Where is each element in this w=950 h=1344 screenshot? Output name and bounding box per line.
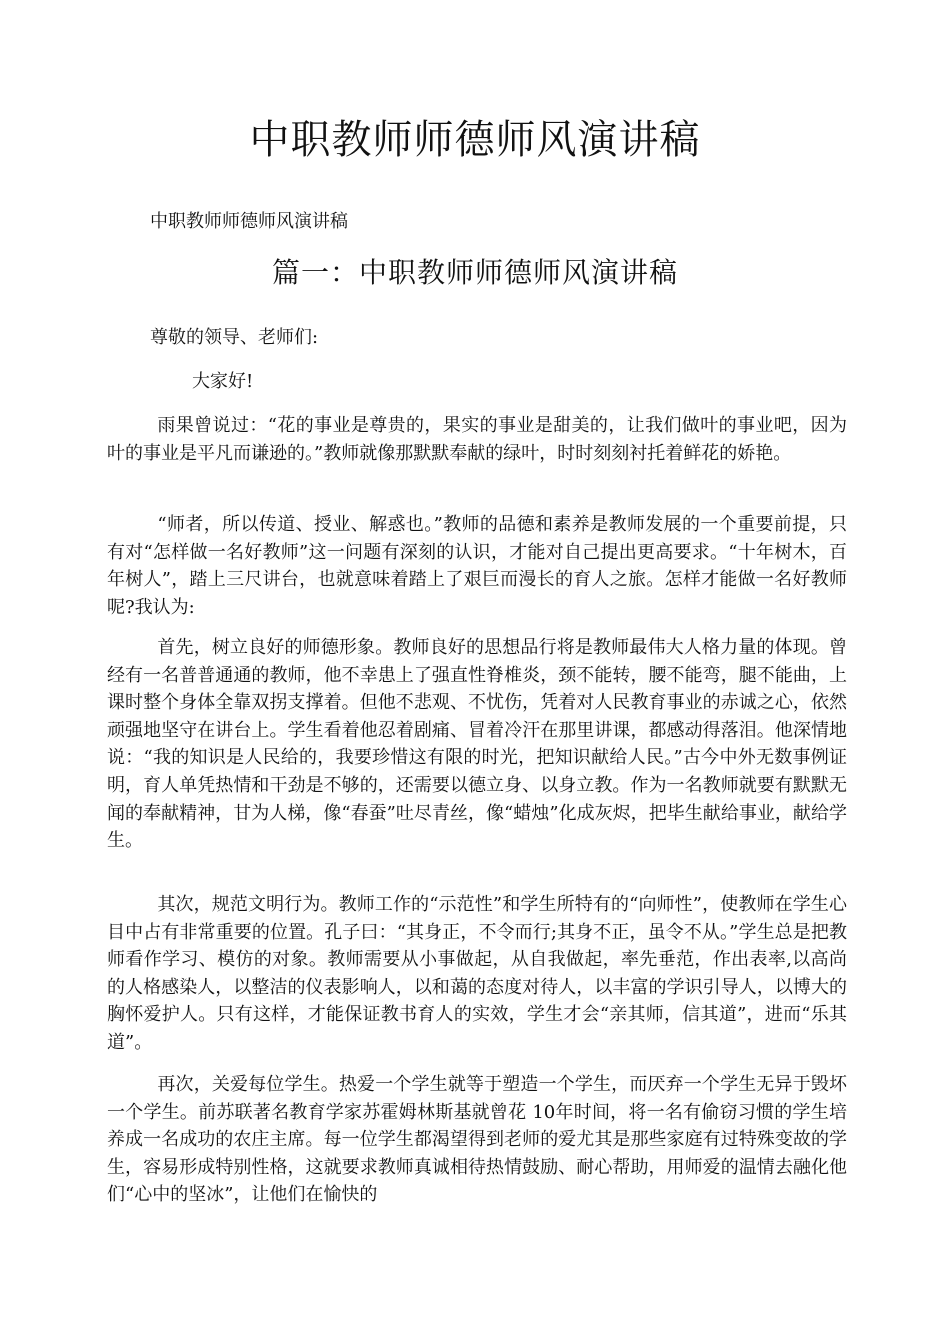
salutation: 尊敬的领导、老师们: (150, 327, 319, 348)
body-paragraph: 其次，规范文明行为。教师工作的“示范性”和学生所特有的“向师性”，使教师在学生心目中占有非常重要的位置。孔子曰：“其身正，不令而行;其身不正，虽令不从。”学生总是把教师看作学习、模仿的对象。教师需要从小事做起，从自我做起，率先垂范，作出表率,以高尚的人格感染人，以整洁的仪表影响人，以和蔼的态度对待人，以丰富的学识引导人，以博大的胸怀爱护人。只有这样，才能保证教书育人的实效，学生才会“亲其师，信其道”，进而“乐其道”。 (107, 894, 847, 1053)
body-paragraph: “师者，所以传道、授业、解惑也。”教师的品德和素养是教师发展的一个重要前提，只有对“怎样做一名好教师”这一问题有深刻的认识，才能对自己提出更高要求。“十年树木，百年树人”，踏上三尺讲台，也就意味着踏上了艰巨而漫长的育人之旅。怎样才能做一名好教师呢?我认为: (107, 514, 847, 618)
body-paragraph: 再次，关爱每位学生。热爱一个学生就等于塑造一个学生，而厌弃一个学生无异于毁坏一个学生。前苏联著名教育学家苏霍姆林斯基就曾花 10年时间，将一名有偷窃习惯的学生培养成一名成功的农庄主席。每一位学生都渴望得到老师的爱尤其是那些家庭有过特殊变故的学生，容易形成特别性格，这就要求教师真诚相待热情鼓励、耐心帮助，用师爱的温情去融化他们“心中的坚冰”，让他们在愉快的 (107, 1074, 847, 1206)
greeting: 大家好! (192, 371, 254, 392)
body-paragraph: 首先，树立良好的师德形象。教师良好的思想品行将是教师最伟大人格力量的体现。曾经有一名普普通通的教师，他不幸患上了强直性脊椎炎，颈不能转，腰不能弯，腿不能曲，上课时整个身体全靠双拐支撑着。但他不悲观、不忧伤，凭着对人民教育事业的赤诚之心，依然顽强地坚守在讲台上。学生看着他忍着剧痛、冒着冷汗在那里讲课，都感动得落泪。他深情地说：“我的知识是人民给的，我要珍惜这有限的时光，把知识献给人民。”古今中外无数事例证明，育人单凭热情和干劲是不够的，还需要以德立身、以身立教。作为一名教师就要有默默无闻的奉献精神，甘为人梯，像“春蚕”吐尽青丝，像“蜡烛”化成灰烬，把毕生献给事业，献给学生。 (107, 637, 847, 852)
body-paragraph: 雨果曾说过：“花的事业是尊贵的，果实的事业是甜美的，让我们做叶的事业吧，因为叶的事业是平凡而谦逊的。”教师就像那默默奉献的绿叶，时时刻刻衬托着鲜花的娇艳。 (107, 415, 847, 464)
document-subtitle: 中职教师师德师风演讲稿 (150, 211, 348, 232)
document-title: 中职教师师德师风演讲稿 (249, 117, 701, 163)
chapter-title: 篇一：中职教师师德师风演讲稿 (271, 256, 678, 289)
